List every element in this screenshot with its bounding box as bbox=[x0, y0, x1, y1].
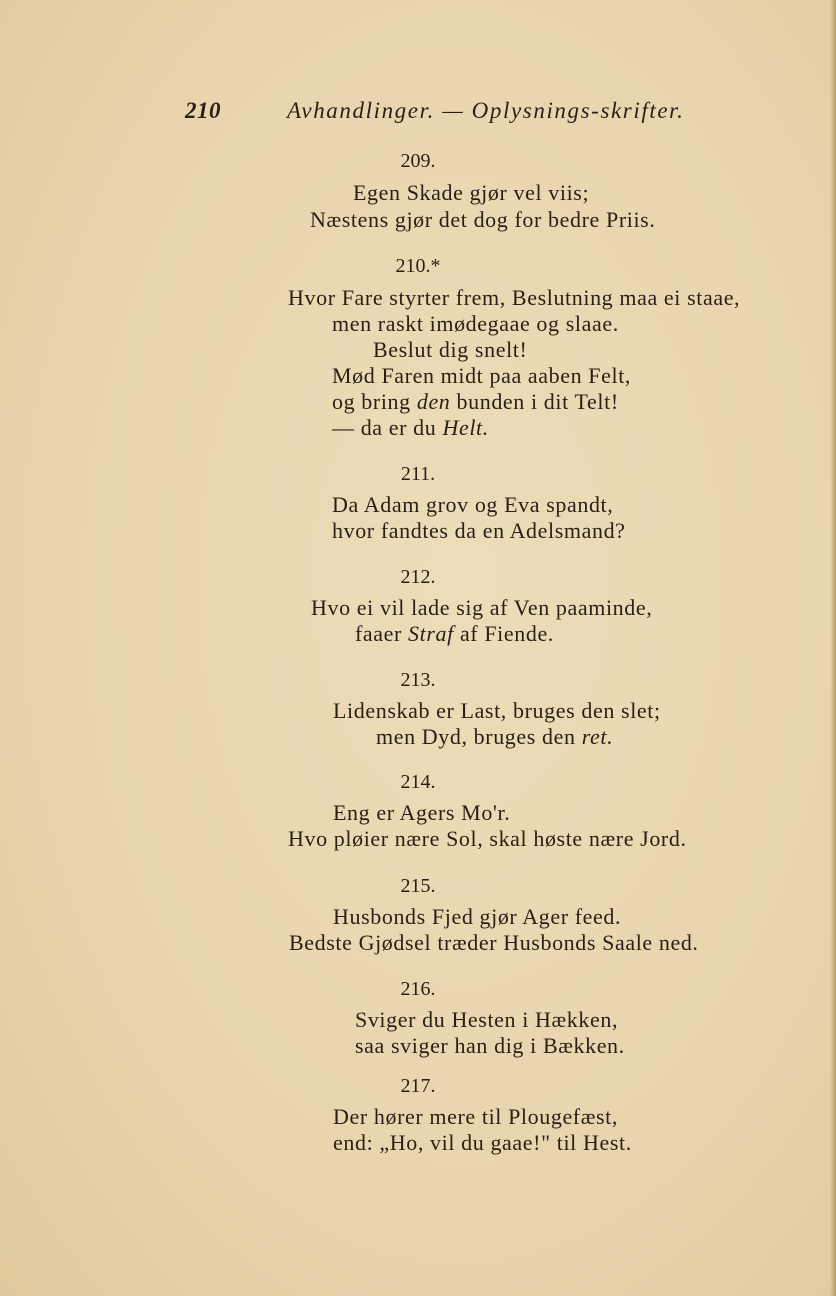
proverb-line: end: „Ho, vil du gaae!" til Hest. bbox=[333, 1130, 632, 1155]
proverb-line: men Dyd, bruges den ret. bbox=[376, 724, 614, 749]
proverb-line: Beslut dig snelt! bbox=[373, 337, 528, 362]
page-edge-shadow bbox=[830, 0, 836, 1296]
proverb-number: 217. bbox=[400, 1075, 436, 1097]
running-header: Avhandlinger. — Oplysnings-skrifter. bbox=[287, 98, 685, 123]
proverb-line: Hvor Fare styrter frem, Beslutning maa ei staae, bbox=[288, 285, 741, 310]
proverb-number: 211. bbox=[400, 463, 436, 485]
proverb-line: Næstens gjør det dog for bedre Priis. bbox=[310, 207, 656, 232]
proverb-line: og bring den bunden i dit Telt! bbox=[332, 389, 619, 414]
proverb-line: Eng er Agers Mo'r. bbox=[333, 800, 511, 825]
proverb-line: Der hører mere til Plougefæst, bbox=[333, 1104, 618, 1129]
proverb-number: 212. bbox=[400, 566, 436, 588]
proverb-number: 216. bbox=[400, 978, 436, 1000]
proverb-line: Bedste Gjødsel træder Husbonds Saale ned. bbox=[289, 930, 699, 955]
proverb-number: 209. bbox=[400, 150, 436, 172]
proverb-line: men raskt imødegaae og slaae. bbox=[332, 311, 619, 336]
proverb-line: Hvo pløier nære Sol, skal høste nære Jord. bbox=[288, 826, 687, 851]
proverb-number: 214. bbox=[400, 771, 436, 793]
page-number: 210 bbox=[185, 98, 221, 123]
proverb-line: Mød Faren midt paa aaben Felt, bbox=[332, 363, 632, 388]
proverb-line: Sviger du Hesten i Hækken, bbox=[355, 1007, 619, 1032]
proverb-line: faaer Straf af Fiende. bbox=[355, 621, 554, 646]
proverb-number: 215. bbox=[400, 875, 436, 897]
proverb-line: Husbonds Fjed gjør Ager feed. bbox=[333, 904, 622, 929]
proverb-number: 213. bbox=[400, 669, 436, 691]
proverb-line: saa sviger han dig i Bækken. bbox=[355, 1033, 625, 1058]
proverb-line: — da er du Helt. bbox=[332, 415, 489, 440]
proverb-line: Hvo ei vil lade sig af Ven paaminde, bbox=[311, 595, 653, 620]
proverb-line: Egen Skade gjør vel viis; bbox=[353, 180, 590, 205]
proverb-line: hvor fandtes da en Adelsmand? bbox=[332, 518, 626, 543]
proverb-line: Da Adam grov og Eva spandt, bbox=[332, 492, 614, 517]
proverb-number: 210.* bbox=[395, 255, 441, 277]
proverb-line: Lidenskab er Last, bruges den slet; bbox=[333, 698, 661, 723]
